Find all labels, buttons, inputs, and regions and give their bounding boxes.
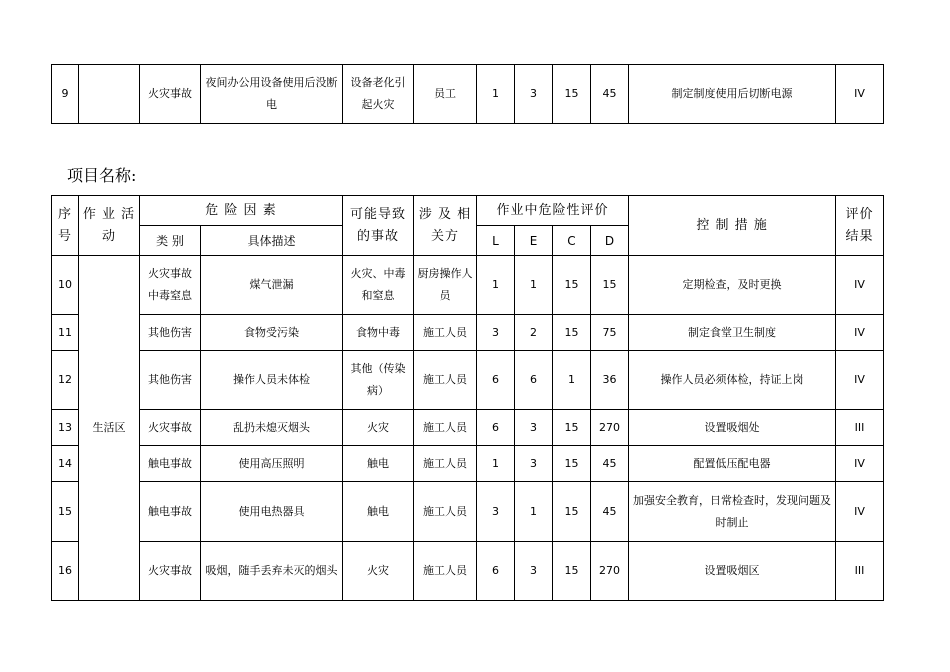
hazard-table	[51, 195, 884, 601]
cell-D: 75	[591, 315, 629, 351]
cell-party: 施工人员	[414, 315, 477, 351]
cell-L: 6	[477, 351, 515, 410]
table-row	[52, 315, 884, 351]
cell-L: 6	[477, 542, 515, 601]
cell-L: 3	[477, 482, 515, 542]
cell-description: 操作人员未体检	[201, 351, 343, 410]
cell-result: IV	[836, 446, 884, 482]
cell-category: 火灾事故	[140, 410, 201, 446]
cell-description: 食物受污染	[201, 315, 343, 351]
header-E: E	[515, 226, 553, 256]
cell-D: 15	[591, 256, 629, 315]
cell-control: 设置吸烟处	[629, 410, 836, 446]
cell-control: 定期检查，及时更换	[629, 256, 836, 315]
cell-party: 厨房操作人员	[414, 256, 477, 315]
cell-E: 3	[515, 410, 553, 446]
cell-category: 触电事故	[140, 446, 201, 482]
cell-C: 15	[553, 482, 591, 542]
cell-L: 1	[477, 446, 515, 482]
table-row	[52, 256, 884, 315]
cell-party: 员工	[414, 65, 477, 124]
cell-E: 3	[515, 446, 553, 482]
cell-C: 15	[553, 410, 591, 446]
cell-accident: 其他（传染病）	[343, 351, 414, 410]
cell-activity-group: 生活区	[79, 256, 140, 601]
cell-no: 15	[52, 482, 79, 542]
cell-description: 煤气泄漏	[201, 256, 343, 315]
cell-no: 9	[52, 65, 79, 124]
table-row	[52, 410, 884, 446]
table-row	[52, 65, 884, 124]
header-accident: 可能导致的事故	[343, 196, 414, 256]
cell-result: IV	[836, 256, 884, 315]
header-activity: 作 业 活 动	[79, 196, 140, 256]
cell-D: 270	[591, 410, 629, 446]
cell-party: 施工人员	[414, 410, 477, 446]
cell-control: 加强安全教育，日常检查时，发现问题及时制止	[629, 482, 836, 542]
cell-no: 14	[52, 446, 79, 482]
cell-accident: 触电	[343, 446, 414, 482]
cell-control: 配置低压配电器	[629, 446, 836, 482]
cell-control: 制定食堂卫生制度	[629, 315, 836, 351]
cell-category: 火灾事故	[140, 65, 201, 124]
cell-L: 1	[477, 65, 515, 124]
cell-accident: 火灾	[343, 410, 414, 446]
cell-description: 乱扔未熄灭烟头	[201, 410, 343, 446]
cell-result: IV	[836, 351, 884, 410]
cell-no: 10	[52, 256, 79, 315]
cell-E: 3	[515, 65, 553, 124]
header-evaluation: 作业中危险性评价	[477, 196, 629, 226]
header-party: 涉 及 相关方	[414, 196, 477, 256]
cell-D: 45	[591, 65, 629, 124]
cell-control: 制定制度使用后切断电源	[629, 65, 836, 124]
header-control: 控 制 措 施	[629, 196, 836, 256]
cell-control: 设置吸烟区	[629, 542, 836, 601]
cell-description: 夜间办公用设备使用后没断电	[201, 65, 343, 124]
header-hazard: 危 险 因 素	[140, 196, 343, 226]
cell-party: 施工人员	[414, 542, 477, 601]
cell-E: 6	[515, 351, 553, 410]
cell-category: 其他伤害	[140, 351, 201, 410]
cell-C: 15	[553, 65, 591, 124]
cell-no: 16	[52, 542, 79, 601]
header-category: 类 别	[140, 226, 201, 256]
cell-description: 吸烟，随手丢弃未灭的烟头	[201, 542, 343, 601]
cell-D: 45	[591, 482, 629, 542]
header-description: 具体描述	[201, 226, 343, 256]
cell-C: 15	[553, 446, 591, 482]
cell-control: 操作人员必须体检，持证上岗	[629, 351, 836, 410]
cell-C: 15	[553, 542, 591, 601]
cell-result: IV	[836, 315, 884, 351]
cell-L: 1	[477, 256, 515, 315]
cell-no: 11	[52, 315, 79, 351]
cell-E: 2	[515, 315, 553, 351]
cell-result: IV	[836, 482, 884, 542]
cell-result: III	[836, 542, 884, 601]
project-name-label: 项目名称:	[67, 166, 137, 185]
cell-accident: 触电	[343, 482, 414, 542]
cell-no: 12	[52, 351, 79, 410]
table-row	[52, 446, 884, 482]
cell-C: 15	[553, 315, 591, 351]
cell-result: III	[836, 410, 884, 446]
cell-E: 1	[515, 256, 553, 315]
cell-party: 施工人员	[414, 351, 477, 410]
cell-category: 其他伤害	[140, 315, 201, 351]
header-no: 序号	[52, 196, 79, 256]
cell-accident: 火灾、中毒和窒息	[343, 256, 414, 315]
table-row	[52, 482, 884, 542]
table-row	[52, 351, 884, 410]
header-row	[52, 196, 884, 226]
cell-description: 使用电热器具	[201, 482, 343, 542]
cell-party: 施工人员	[414, 446, 477, 482]
cell-C: 15	[553, 256, 591, 315]
cell-E: 1	[515, 482, 553, 542]
cell-D: 270	[591, 542, 629, 601]
cell-description: 使用高压照明	[201, 446, 343, 482]
cell-L: 6	[477, 410, 515, 446]
header-L: L	[477, 226, 515, 256]
header-result: 评价结果	[836, 196, 884, 256]
cell-accident: 食物中毒	[343, 315, 414, 351]
cell-party: 施工人员	[414, 482, 477, 542]
cell-result: IV	[836, 65, 884, 124]
cell-no: 13	[52, 410, 79, 446]
cell-activity	[79, 65, 140, 124]
cell-category: 火灾事故中毒窒息	[140, 256, 201, 315]
table-row	[52, 542, 884, 601]
cell-category: 触电事故	[140, 482, 201, 542]
cell-D: 45	[591, 446, 629, 482]
header-C: C	[553, 226, 591, 256]
cell-accident: 火灾	[343, 542, 414, 601]
top-table	[51, 64, 884, 124]
cell-D: 36	[591, 351, 629, 410]
cell-C: 1	[553, 351, 591, 410]
cell-category: 火灾事故	[140, 542, 201, 601]
cell-E: 3	[515, 542, 553, 601]
cell-L: 3	[477, 315, 515, 351]
cell-accident: 设备老化引起火灾	[343, 65, 414, 124]
header-D: D	[591, 226, 629, 256]
